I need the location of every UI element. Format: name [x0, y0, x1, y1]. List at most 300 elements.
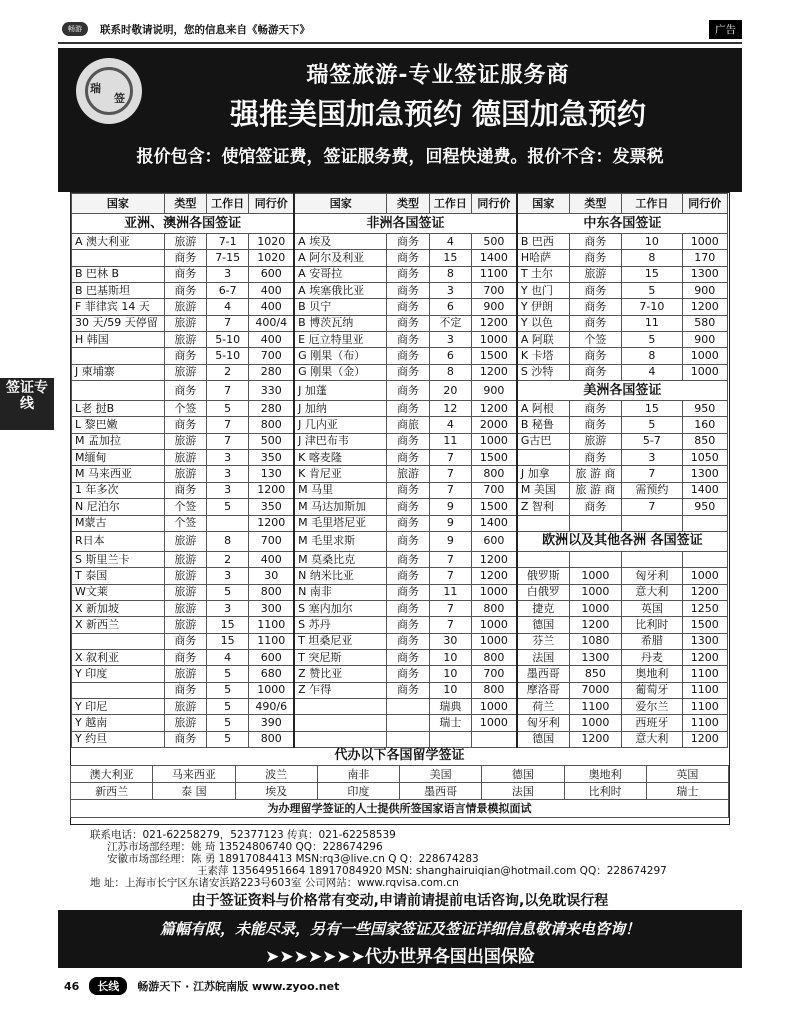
table-cell: 10	[429, 666, 471, 682]
table-cell: 商务	[387, 283, 429, 299]
table-cell: 900	[682, 283, 727, 299]
table-cell: 商务	[387, 250, 429, 266]
table-cell: 奥地利	[622, 666, 682, 682]
table-cell: T 土尔	[517, 266, 569, 282]
table-cell: A 埃及	[294, 234, 387, 250]
table-cell: A 埃塞俄比亚	[294, 283, 387, 299]
table-cell: S 沙特	[517, 364, 569, 380]
table-cell: 1000	[472, 617, 517, 633]
table-cell: 4	[207, 299, 249, 315]
table-cell: 5-10	[207, 348, 249, 364]
table-cell: Z 赞比亚	[294, 666, 387, 682]
table-cell: 2000	[472, 417, 517, 433]
table-cell: 商务	[387, 482, 429, 498]
table-cell: 1300	[569, 649, 621, 665]
table-cell: B 博茨瓦纳	[294, 315, 387, 331]
table-cell: 旅游	[164, 234, 206, 250]
table-cell: 1500	[472, 450, 517, 466]
table-cell: 1200	[682, 584, 727, 600]
table-cell	[72, 633, 165, 649]
table-cell: 5	[622, 283, 682, 299]
table-cell: J 加纳	[294, 401, 387, 417]
emblem-char-2: 签	[114, 92, 125, 105]
table-cell: J 柬埔寨	[72, 364, 165, 380]
table-cell: 1100	[682, 666, 727, 682]
table-cell: 商务	[569, 348, 621, 364]
footer-line-2: ➤➤➤➤➤➤➤代办世界各国出国保险	[265, 947, 535, 967]
table-cell: 10	[429, 682, 471, 698]
table-cell: 1020	[249, 234, 294, 250]
table-cell	[207, 515, 249, 531]
table-cell: 6-7	[207, 283, 249, 299]
table-cell: 1000	[682, 348, 727, 364]
study-country: 新西兰	[71, 782, 153, 799]
table-cell: 1100	[682, 682, 727, 698]
table-cell: M 莫桑比克	[294, 551, 387, 567]
table-cell: N 纳米比亚	[294, 568, 387, 584]
table-cell: 商务	[387, 682, 429, 698]
column-header: 工作日	[207, 194, 249, 214]
table-cell: 旅游	[164, 364, 206, 380]
table-cell: 11	[622, 315, 682, 331]
table-cell: 捷克	[517, 600, 569, 616]
table-cell: 15	[207, 633, 249, 649]
table-cell: Y 以色	[517, 315, 569, 331]
section-pill: 长线	[89, 977, 127, 995]
table-cell: 7	[207, 315, 249, 331]
table-cell: 280	[249, 401, 294, 417]
table-cell: 1300	[682, 466, 727, 482]
table-cell: 个签	[164, 401, 206, 417]
table-cell: X 新加坡	[72, 600, 165, 616]
table-cell: 商务	[164, 417, 206, 433]
table-cell: 600	[249, 649, 294, 665]
table-cell: 1000	[472, 715, 517, 731]
study-country: 瑞士	[646, 782, 728, 799]
company-emblem-icon	[76, 58, 142, 124]
table-cell: Y 越南	[72, 715, 165, 731]
table-cell: 1000	[472, 584, 517, 600]
table-cell: 瑞士	[429, 715, 471, 731]
table-cell: 8	[429, 364, 471, 380]
table-cell: 30	[249, 568, 294, 584]
table-cell: 5	[207, 698, 249, 714]
table-cell: 700	[472, 482, 517, 498]
table-cell: 4	[429, 234, 471, 250]
table-cell: 旅游	[164, 698, 206, 714]
table-cell: Y 也门	[517, 283, 569, 299]
table-cell: 西班牙	[622, 715, 682, 731]
empty-cell	[387, 715, 429, 731]
table-cell: 15	[429, 250, 471, 266]
table-cell: K 喀麦隆	[294, 450, 387, 466]
table-cell: 比利时	[622, 617, 682, 633]
table-cell: 1000	[682, 568, 727, 584]
table-cell: 商务	[569, 364, 621, 380]
empty-cell	[294, 715, 387, 731]
column-header: 同行价	[472, 194, 517, 214]
study-country: 比利时	[564, 782, 646, 799]
table-cell: 400	[249, 299, 294, 315]
table-cell: 摩洛哥	[517, 682, 569, 698]
table-cell: 6	[429, 348, 471, 364]
table-cell: 4	[429, 417, 471, 433]
table-cell: 商务	[387, 649, 429, 665]
table-cell: 850	[682, 433, 727, 449]
table-cell: 7	[622, 499, 682, 515]
table-cell: A 阿尔及利亚	[294, 250, 387, 266]
table-cell: R日本	[72, 531, 165, 551]
table-cell: 商务	[164, 633, 206, 649]
table-cell: 15	[622, 266, 682, 282]
table-cell: 7	[207, 417, 249, 433]
study-country: 印度	[317, 782, 399, 799]
table-cell: 800	[249, 584, 294, 600]
table-cell: 1000	[472, 433, 517, 449]
table-cell: N 南非	[294, 584, 387, 600]
table-cell: 1200	[249, 482, 294, 498]
table-cell: 9	[429, 515, 471, 531]
table-cell: J 几内亚	[294, 417, 387, 433]
table-cell: 1200	[472, 568, 517, 584]
table-cell: H哈萨	[517, 250, 569, 266]
column-header: 国家	[517, 194, 569, 214]
table-cell: 4	[207, 649, 249, 665]
table-cell: 1100	[472, 266, 517, 282]
table-cell: 商务	[387, 617, 429, 633]
table-cell: 商务	[569, 417, 621, 433]
banner-headline: 强推美国加急预约 德国加急预约	[229, 97, 647, 131]
side-label: 签证专线	[0, 378, 54, 430]
table-cell: 商务	[387, 433, 429, 449]
study-country: 德国	[482, 765, 564, 782]
table-cell: 30 天/59 天停留	[72, 315, 165, 331]
table-cell: Y 印尼	[72, 698, 165, 714]
table-cell: 5-7	[622, 433, 682, 449]
table-cell: 商务	[569, 299, 621, 315]
table-cell: 7	[429, 466, 471, 482]
table-cell: 1100	[249, 633, 294, 649]
table-cell: G 刚果（金）	[294, 364, 387, 380]
table-cell: 1300	[682, 633, 727, 649]
table-cell: 2	[207, 551, 249, 567]
table-cell: N 尼泊尔	[72, 499, 165, 515]
table-cell: 1200	[569, 617, 621, 633]
table-cell: 3	[429, 283, 471, 299]
table-cell: 1500	[472, 348, 517, 364]
table-cell: T 突尼斯	[294, 649, 387, 665]
table-cell: J 加蓬	[294, 381, 387, 401]
empty-cell	[517, 515, 569, 531]
table-cell: 商务	[387, 551, 429, 567]
table-cell: 1100	[682, 715, 727, 731]
table-cell: 3	[207, 482, 249, 498]
price-grid	[71, 193, 728, 748]
table-cell: Y 约旦	[72, 731, 165, 747]
study-country: 法国	[482, 782, 564, 799]
table-cell: 商旅	[387, 417, 429, 433]
table-cell: 300	[249, 600, 294, 616]
table-cell: B 巴西	[517, 234, 569, 250]
contact-jiangsu: 江苏市场部经理：姚 琦 13524806740 QQ：228674296	[107, 841, 383, 853]
table-cell: 490/6	[249, 698, 294, 714]
contact-phone: 联系电话：021-62258279，52377123 传真：021-62258539	[90, 829, 396, 841]
table-cell: 1400	[472, 515, 517, 531]
table-cell: 商务	[387, 332, 429, 348]
table-cell: 3	[207, 266, 249, 282]
table-cell: 葡萄牙	[622, 682, 682, 698]
table-cell: 400	[249, 283, 294, 299]
ad-tag: 广告	[709, 20, 742, 39]
table-cell: 400	[249, 332, 294, 348]
table-cell: 商务	[387, 600, 429, 616]
table-cell: 1250	[682, 600, 727, 616]
contact-address: 地 址：上海市长宁区东诸安浜路223号603室 公司网站：www.rqvisa.com.cn	[90, 877, 459, 889]
table-cell: M 马里	[294, 482, 387, 498]
table-cell: 1100	[682, 698, 727, 714]
table-cell: 商务	[387, 381, 429, 401]
table-cell: 170	[682, 250, 727, 266]
column-header: 同行价	[249, 194, 294, 214]
top-bar	[58, 16, 742, 44]
study-country: 马来西亚	[153, 765, 235, 782]
table-cell: 700	[472, 283, 517, 299]
table-cell: 旅游	[164, 433, 206, 449]
table-cell: 800	[472, 600, 517, 616]
table-cell: 商务	[387, 666, 429, 682]
table-cell: 瑞典	[429, 698, 471, 714]
study-country: 英国	[646, 765, 728, 782]
table-cell: 1300	[682, 266, 727, 282]
banner	[58, 48, 742, 192]
table-cell: 商务	[387, 515, 429, 531]
table-cell: A 澳大利亚	[72, 234, 165, 250]
table-cell: 商务	[569, 315, 621, 331]
study-country: 南非	[317, 765, 399, 782]
table-cell: 商务	[569, 250, 621, 266]
table-cell: 个签	[164, 499, 206, 515]
table-cell: T 泰国	[72, 568, 165, 584]
table-cell: 1000	[472, 633, 517, 649]
table-cell: T 坦桑尼亚	[294, 633, 387, 649]
table-cell: M 马来西亚	[72, 466, 165, 482]
table-cell: 1000	[682, 364, 727, 380]
table-cell: L老 挝B	[72, 401, 165, 417]
table-cell: 1080	[569, 633, 621, 649]
table-cell: 商务	[164, 348, 206, 364]
table-cell: 商务	[387, 266, 429, 282]
study-note: 为办理留学签证的人士提供所签国家语言情景模拟面试	[71, 799, 729, 817]
table-cell: 5	[622, 332, 682, 348]
table-cell: 7	[429, 568, 471, 584]
table-cell: L 黎巴嫩	[72, 417, 165, 433]
table-cell: 500	[472, 234, 517, 250]
empty-cell	[622, 515, 682, 531]
table-cell: 商务	[164, 482, 206, 498]
table-cell: 旅游	[164, 617, 206, 633]
table-cell: 1000	[569, 568, 621, 584]
table-cell: 20	[429, 381, 471, 401]
table-cell: B 贝宁	[294, 299, 387, 315]
table-cell: 7-1	[207, 234, 249, 250]
study-country: 澳大利亚	[71, 765, 153, 782]
table-cell: 需预约	[622, 482, 682, 498]
table-cell: 10	[622, 234, 682, 250]
table-cell: G 刚果（布）	[294, 348, 387, 364]
table-cell: 1200	[569, 731, 621, 747]
table-cell: 墨西哥	[517, 666, 569, 682]
table-cell: 580	[682, 315, 727, 331]
table-cell: M 毛里求斯	[294, 531, 387, 551]
table-cell: 7000	[569, 682, 621, 698]
empty-cell	[682, 551, 727, 567]
table-cell: 5	[622, 417, 682, 433]
table-cell: 5	[207, 682, 249, 698]
table-cell: S 苏丹	[294, 617, 387, 633]
table-cell	[517, 450, 569, 466]
table-cell: 商务	[387, 234, 429, 250]
table-cell: 5	[207, 715, 249, 731]
column-header: 类型	[387, 194, 429, 214]
table-cell: 10	[429, 649, 471, 665]
table-cell: 7	[429, 617, 471, 633]
table-cell: X 叙利亚	[72, 649, 165, 665]
table-cell: 不定	[429, 315, 471, 331]
table-cell: 2	[207, 364, 249, 380]
table-cell: 商务	[164, 250, 206, 266]
table-cell: B 秘鲁	[517, 417, 569, 433]
empty-cell	[387, 698, 429, 714]
table-cell: 丹麦	[622, 649, 682, 665]
table-cell: M 孟加拉	[72, 433, 165, 449]
table-cell: 950	[682, 401, 727, 417]
table-cell: 旅游	[164, 315, 206, 331]
table-cell: 800	[249, 417, 294, 433]
table-cell	[72, 348, 165, 364]
table-cell: 商务	[387, 401, 429, 417]
table-cell: 7	[207, 381, 249, 401]
table-cell: 7	[429, 551, 471, 567]
table-cell: 6	[429, 299, 471, 315]
table-cell: 旅游	[164, 299, 206, 315]
table-cell: 1400	[472, 250, 517, 266]
table-cell: 1000	[682, 234, 727, 250]
study-country: 奥地利	[564, 765, 646, 782]
table-cell: 30	[429, 633, 471, 649]
table-cell: 1200	[472, 315, 517, 331]
table-cell: 旅游	[164, 531, 206, 551]
table-cell: 商务	[387, 348, 429, 364]
table-cell: 500	[249, 433, 294, 449]
table-cell: M 马达加斯加	[294, 499, 387, 515]
table-cell: 8	[429, 266, 471, 282]
page-number: 46	[64, 979, 80, 993]
table-cell: Y 伊朗	[517, 299, 569, 315]
study-country: 美国	[400, 765, 482, 782]
table-cell: X 新西兰	[72, 617, 165, 633]
table-cell: 旅游	[164, 715, 206, 731]
section-title-europe: 欧洲以及其他各洲 各国签证	[517, 531, 728, 551]
table-cell: 法国	[517, 649, 569, 665]
table-cell: 900	[682, 332, 727, 348]
table-cell: 商务	[569, 401, 621, 417]
table-cell: 800	[472, 649, 517, 665]
empty-cell	[294, 698, 387, 714]
table-cell: 11	[429, 433, 471, 449]
table-cell: 1050	[682, 450, 727, 466]
table-cell: 3	[207, 450, 249, 466]
table-cell: 旅游	[164, 666, 206, 682]
table-cell: 旅游	[164, 332, 206, 348]
table-cell: 1000	[569, 600, 621, 616]
table-cell: 商务	[387, 568, 429, 584]
table-cell: K 肯尼亚	[294, 466, 387, 482]
table-cell: 旅游	[164, 551, 206, 567]
table-cell: 旅游	[164, 600, 206, 616]
table-cell: 700	[249, 348, 294, 364]
table-cell: 950	[682, 499, 727, 515]
table-cell: 9	[429, 499, 471, 515]
table-cell: 俄罗斯	[517, 568, 569, 584]
table-cell: B 巴林 B	[72, 266, 165, 282]
table-cell: 1500	[682, 617, 727, 633]
table-cell: 4	[622, 364, 682, 380]
table-cell: 1100	[569, 698, 621, 714]
table-cell: 1400	[682, 482, 727, 498]
table-cell: M蒙古	[72, 515, 165, 531]
table-cell: 1000	[249, 682, 294, 698]
table-cell: 商务	[387, 531, 429, 551]
table-cell: K 卡塔	[517, 348, 569, 364]
table-cell: 旅游	[164, 466, 206, 482]
column-header: 同行价	[682, 194, 727, 214]
table-cell: M缅甸	[72, 450, 165, 466]
table-cell: M 毛里塔尼亚	[294, 515, 387, 531]
empty-cell	[682, 515, 727, 531]
table-cell: 1000	[569, 584, 621, 600]
table-cell: 3	[622, 450, 682, 466]
study-visa-table	[70, 743, 729, 818]
table-cell: 商务	[164, 649, 206, 665]
table-cell: 400	[249, 551, 294, 567]
section-title-asia: 亚洲、澳洲各国签证	[72, 214, 295, 234]
source-notice: 联系时敬请说明，您的信息来自《畅游天下》	[100, 23, 310, 36]
table-cell: 1500	[472, 499, 517, 515]
table-cell: 7	[429, 600, 471, 616]
table-cell: 1200	[682, 731, 727, 747]
table-cell: 1020	[249, 250, 294, 266]
table-cell: 商务	[164, 283, 206, 299]
table-cell: 5	[207, 584, 249, 600]
table-cell: 德国	[517, 731, 569, 747]
column-header: 类型	[569, 194, 621, 214]
table-cell: 7	[622, 466, 682, 482]
table-cell: 1 年多次	[72, 482, 165, 498]
table-cell: 意大利	[622, 731, 682, 747]
table-cell: 7-15	[207, 250, 249, 266]
table-cell: 商务	[387, 499, 429, 515]
table-cell: 15	[207, 617, 249, 633]
table-cell: 商务	[569, 450, 621, 466]
table-cell: 1200	[472, 551, 517, 567]
table-cell: 1200	[472, 364, 517, 380]
table-cell: 3	[207, 600, 249, 616]
table-cell: 800	[249, 731, 294, 747]
table-cell: 商务	[387, 299, 429, 315]
table-cell: 商务	[387, 450, 429, 466]
table-cell: 7	[429, 482, 471, 498]
column-header: 工作日	[429, 194, 471, 214]
